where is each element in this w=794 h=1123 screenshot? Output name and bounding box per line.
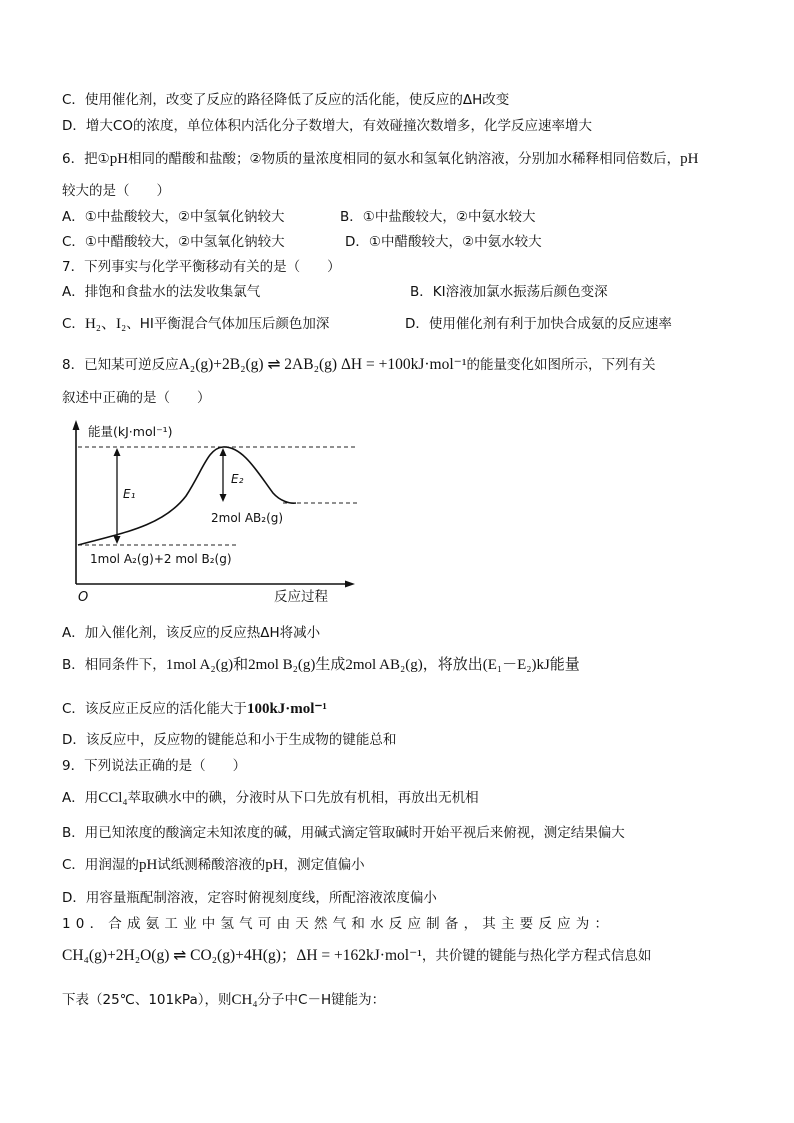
q6-option-d: D．①中醋酸较大，②中氨水较大 bbox=[345, 234, 542, 250]
origin-label: O bbox=[78, 590, 89, 605]
q8-stem-line1 bbox=[62, 356, 655, 374]
q10-equation: CH₄(g)+2H₂O(g) ⇌ CO₂(g)+4H(g)；ΔH = +162kJ·mol⁻¹ bbox=[62, 947, 422, 964]
q7-stem: 7．下列事实与化学平衡移动有关的是（ ） bbox=[62, 259, 341, 275]
q6-stem-part: 相同的醋酸和盐酸；②物质的量浓度相同的氨水和氢氧化钠溶液，分别加水稀释相同倍数后， bbox=[128, 151, 681, 167]
q8-option-b bbox=[62, 656, 580, 674]
e1-label: E₁ bbox=[123, 487, 136, 501]
q9-option-d: D．用容量瓶配制溶液，定容时俯视刻度线，所配溶液浓度偏小 bbox=[62, 890, 437, 906]
x-axis-label: 反应过程 bbox=[274, 589, 328, 605]
q9-option-c-text: ，测定值偏小 bbox=[283, 857, 365, 873]
q6-option-b: B．①中盐酸较大，②中氨水较大 bbox=[340, 209, 536, 225]
q9-option-a-label: A．用 bbox=[62, 790, 99, 806]
q8-option-c-formula: 100kJ·mol⁻¹ bbox=[246, 701, 327, 717]
q7-option-c-text: 、HI平衡混合气体加压后颜色加深 bbox=[126, 316, 330, 332]
q9-option-a-text: 萃取碘水中的碘，分液时从下口先放有机相，再放出无机相 bbox=[127, 790, 479, 806]
ph-term: pH bbox=[680, 151, 699, 167]
q8-option-a: A．加入催化剂，该反应的反应热ΔH将减小 bbox=[62, 625, 321, 641]
q10-stem-line2 bbox=[62, 947, 651, 965]
q9-option-c-label: C．用润湿的 bbox=[62, 857, 139, 873]
q8-option-b-label: B．相同条件下， bbox=[62, 657, 166, 673]
q7-option-c bbox=[62, 315, 329, 333]
q9-option-b: B．用已知浓度的酸滴定未知浓度的碱，用碱式滴定管取碱时开始平视后来俯视，测定结果偏大 bbox=[62, 825, 625, 841]
q8-option-c-label: C．该反应正反应的活化能大于 bbox=[62, 701, 247, 717]
q10-stem-line1: 10．合成氨工业中氢气可由天然气和水反应制备，其主要反应为： bbox=[62, 916, 614, 932]
q7-option-c-label: C． bbox=[62, 316, 85, 332]
q8-stem-line2: 叙述中正确的是（ ） bbox=[62, 390, 211, 406]
reactant-label: 1mol A₂(g)+2 mol B₂(g) bbox=[90, 552, 232, 566]
e2-arrow-head bbox=[220, 494, 227, 502]
q8-option-c bbox=[62, 700, 327, 718]
y-axis-arrow bbox=[73, 420, 80, 430]
q7-option-c-formula: H₂、I₂ bbox=[84, 316, 127, 332]
product-label: 2mol AB₂(g) bbox=[211, 511, 284, 525]
q9-stem: 9．下列说法正确的是（ ） bbox=[62, 758, 247, 774]
ph-term: pH bbox=[265, 857, 284, 873]
q8-stem-part: 的能量变化如图所示，下列有关 bbox=[466, 357, 656, 373]
ph-term: pH bbox=[109, 151, 129, 167]
q9-option-c-text: 试纸测稀酸溶液的 bbox=[157, 857, 266, 873]
e1-arrow-head bbox=[114, 536, 121, 544]
q6-stem-line2: 较大的是（ ） bbox=[62, 183, 170, 199]
q7-option-d: D．使用催化剂有利于加快合成氨的反应速率 bbox=[405, 316, 672, 332]
q8-stem-part: 8．已知某可逆反应 bbox=[62, 357, 179, 373]
q9-option-c bbox=[62, 856, 365, 874]
q8-option-b-formula: 1mol A₂(g)和2mol B₂(g)生成2mol AB₂(g)，将放出(E₁－E₂)kJ能量 bbox=[165, 657, 580, 673]
y-axis-label: 能量(kJ·mol⁻¹) bbox=[88, 424, 173, 439]
q10-formula: CH₄ bbox=[231, 992, 258, 1008]
q9-option-a-formula: CCl₄ bbox=[98, 790, 128, 806]
ph-term: pH bbox=[138, 857, 158, 873]
q8-option-d: D．该反应中，反应物的键能总和小于生成物的键能总和 bbox=[62, 732, 397, 748]
q10-stem-line3 bbox=[62, 991, 385, 1009]
q10-stem-part: 分子中C－H键能为： bbox=[257, 992, 386, 1008]
q5-option-c: C．使用催化剂，改变了反应的路径降低了反应的活化能，使反应的ΔH改变 bbox=[62, 92, 510, 108]
q6-option-a: A．①中盐酸较大，②中氢氧化钠较大 bbox=[62, 209, 285, 225]
e1-arrow-head bbox=[114, 448, 121, 456]
energy-diagram bbox=[68, 418, 358, 613]
q10-stem-part: 下表（25℃、101kPa），则 bbox=[62, 992, 232, 1008]
q9-option-a bbox=[62, 789, 479, 807]
q6-option-c: C．①中醋酸较大，②中氢氧化钠较大 bbox=[62, 234, 285, 250]
energy-curve bbox=[78, 447, 296, 545]
q6-stem-part: 6．把① bbox=[62, 151, 110, 167]
q5-option-d: D．增大CO的浓度，单位体积内活化分子数增大，有效碰撞次数增多，化学反应速率增大 bbox=[62, 118, 592, 134]
q10-stem-part: ，共价键的键能与热化学方程式信息如 bbox=[421, 948, 652, 964]
q7-option-b: B．KI溶液加氯水振荡后颜色变深 bbox=[410, 284, 608, 300]
e2-label: E₂ bbox=[231, 472, 244, 486]
q8-equation: A₂(g)+2B₂(g) ⇌ 2AB₂(g) ΔH = +100kJ·mol⁻¹ bbox=[178, 356, 467, 373]
q6-stem-line1 bbox=[62, 150, 699, 168]
q7-option-a: A．排饱和食盐水的法发收集氯气 bbox=[62, 284, 261, 300]
x-axis-arrow bbox=[345, 581, 355, 588]
e2-arrow-head bbox=[220, 448, 227, 456]
